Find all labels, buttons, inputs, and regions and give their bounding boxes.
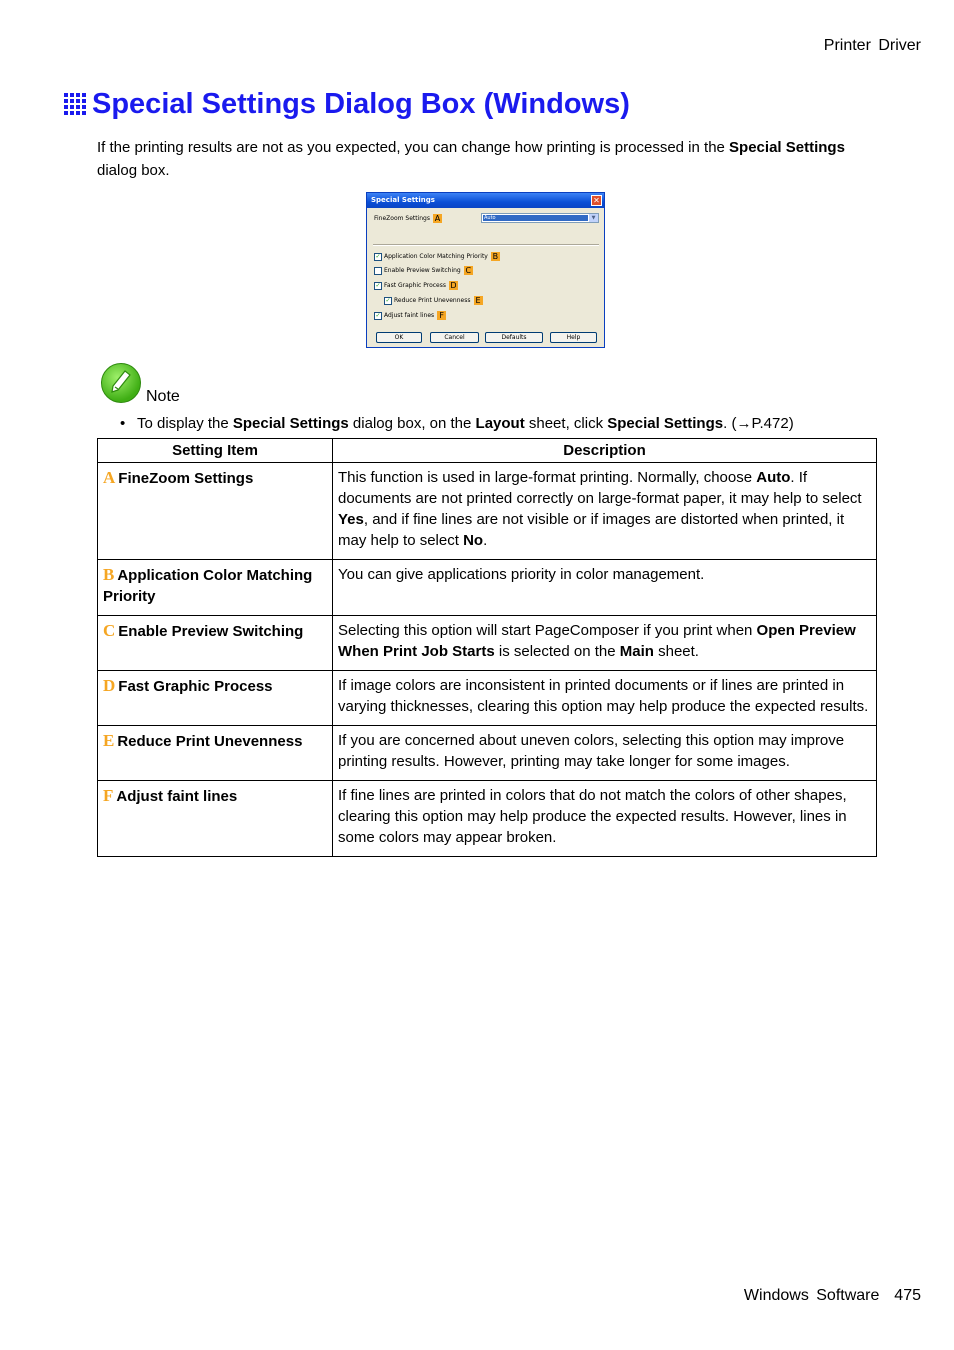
option-adjust-faint-lines[interactable]: ✓ Adjust faint lines F xyxy=(374,311,446,320)
checkbox-checked[interactable]: ✓ xyxy=(375,311,381,319)
checkbox-checked[interactable]: ✓ xyxy=(375,281,381,289)
setting-item-cell: C Enable Preview Switching xyxy=(98,616,333,671)
finezoom-row xyxy=(374,214,442,223)
section-grid-icon xyxy=(64,93,88,117)
note-text: To display the Special Settings dialog box, on the Layout sheet, click Special Settings. (→P.472) xyxy=(137,415,794,432)
intro-paragraph: If the printing results are not as you expected, you can change how printing is processed in the Special Settings dialog box. xyxy=(97,139,845,179)
table-row xyxy=(98,616,877,671)
settings-table xyxy=(97,438,877,857)
dialog-divider xyxy=(373,244,599,246)
checkbox-checked[interactable]: ✓ xyxy=(385,296,391,304)
setting-item-cell: D Fast Graphic Process xyxy=(98,671,333,726)
pencil-icon xyxy=(101,363,141,403)
chevron-down-icon: ▼ xyxy=(589,214,598,222)
callout-tag-f: F xyxy=(437,311,446,320)
close-icon[interactable]: ✕ xyxy=(591,195,602,206)
help-button[interactable]: Help xyxy=(550,332,597,343)
setting-item-cell: A FineZoom Settings xyxy=(98,463,333,560)
running-header: Printer Driver xyxy=(823,37,921,54)
page-number: 475 xyxy=(894,1287,921,1304)
running-footer xyxy=(744,1287,921,1305)
callout-tag-d: D xyxy=(450,281,457,290)
column-header-description: Description xyxy=(333,439,877,463)
note-label: Note xyxy=(146,388,180,405)
note-bullet-item xyxy=(120,413,794,435)
bullet-glyph: • xyxy=(120,415,126,432)
setting-item-cell: F Adjust faint lines xyxy=(98,781,333,857)
setting-item-cell: B Application Color Matching Priority xyxy=(98,560,333,616)
footer-section: Windows Software xyxy=(743,1287,880,1304)
finezoom-value: Auto xyxy=(483,215,588,221)
callout-tag-a: A xyxy=(434,214,441,223)
table-header-row xyxy=(98,439,877,463)
table-row xyxy=(98,726,877,781)
table-row xyxy=(98,560,877,616)
table-row xyxy=(98,671,877,726)
option-enable-preview[interactable]: Enable Preview Switching C xyxy=(374,266,473,275)
cancel-button[interactable]: Cancel xyxy=(430,332,479,343)
callout-tag-e: E xyxy=(475,296,481,305)
table-row xyxy=(98,781,877,857)
dialog-title-bar xyxy=(367,193,604,208)
column-header-item: Setting Item xyxy=(98,439,333,463)
ok-button[interactable]: OK xyxy=(376,332,422,343)
description-cell: Selecting this option will start PageComposer if you print when Open Preview When Print Job Starts is selected on the Main sheet. xyxy=(333,616,877,671)
defaults-button[interactable]: Defaults xyxy=(485,332,543,343)
setting-item-cell: E Reduce Print Unevenness xyxy=(98,726,333,781)
finezoom-label: FineZoom Settings xyxy=(374,215,430,222)
checkbox-checked[interactable]: ✓ xyxy=(375,252,381,260)
description-cell: This function is used in large-format printing. Normally, choose Auto. If documents are not printed correctly on large-format paper, it may help to select Yes, and if fine lines are not visible or if images are distorted when printed, it may help to select No. xyxy=(333,463,877,560)
special-settings-dialog-screenshot xyxy=(366,192,605,348)
title-row xyxy=(64,88,630,121)
page-title: Special Settings Dialog Box (Windows) xyxy=(92,88,630,120)
description-cell: If fine lines are printed in colors that do not match the colors of other shapes, clearing this option may help produce the expected results. However, lines in some colors may appear broken. xyxy=(333,781,877,857)
finezoom-select[interactable] xyxy=(481,213,599,223)
description-cell: If image colors are inconsistent in printed documents or if lines are printed in varying thicknesses, clearing this option may help produce the expected results. xyxy=(333,671,877,726)
table-row xyxy=(98,463,877,560)
checkbox-unchecked[interactable] xyxy=(374,267,382,275)
callout-tag-c: C xyxy=(465,266,472,275)
option-app-color-matching[interactable]: ✓ Application Color Matching Priority B xyxy=(375,252,499,261)
description-cell: You can give applications priority in color management. xyxy=(333,560,877,616)
callout-tag-b: B xyxy=(492,252,499,261)
option-fast-graphic[interactable]: ✓ Fast Graphic Process D xyxy=(375,281,457,290)
description-cell: If you are concerned about uneven colors, selecting this option may improve printing results. However, printing may take longer for some images. xyxy=(333,726,877,781)
option-reduce-unevenness[interactable]: ✓ Reduce Print Unevenness E xyxy=(385,296,481,305)
dialog-title: Special Settings xyxy=(371,196,435,204)
